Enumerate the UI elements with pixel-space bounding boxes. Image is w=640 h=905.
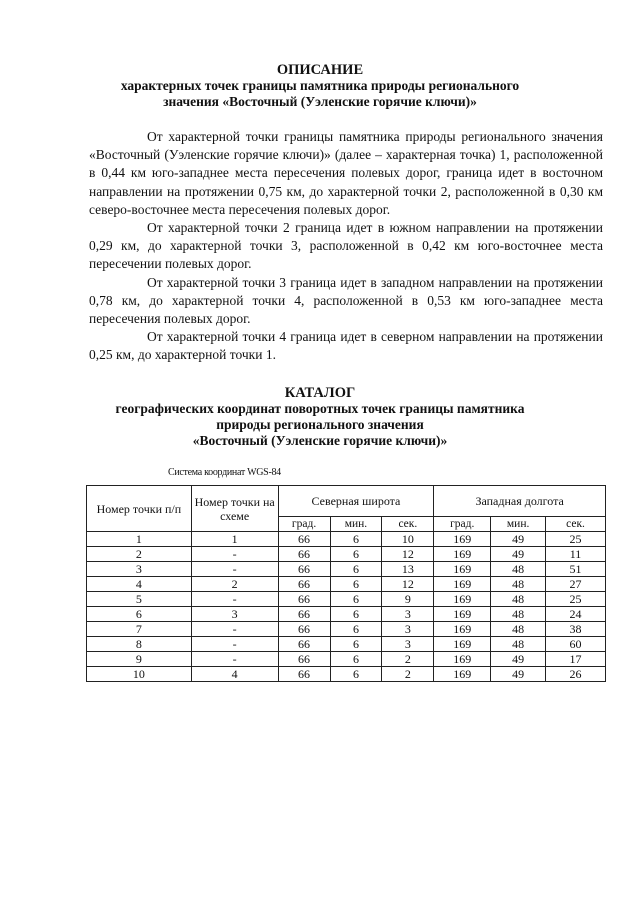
cell-lon-min: 48 <box>491 607 546 622</box>
cell-lon-deg: 169 <box>434 577 491 592</box>
table-row <box>87 547 606 562</box>
cell-point-number: 9 <box>87 652 192 667</box>
cell-point-number: 3 <box>87 562 192 577</box>
description-subtitle-line1: характерных точек границы памятника природы регионального <box>120 78 520 93</box>
cell-scheme-number: - <box>191 592 278 607</box>
cell-lon-deg: 169 <box>434 532 491 547</box>
cell-lon-sec: 11 <box>546 547 606 562</box>
cell-point-number: 5 <box>87 592 192 607</box>
header-lat-min: мин. <box>330 517 382 532</box>
cell-lat-sec: 3 <box>382 607 434 622</box>
cell-lon-deg: 169 <box>434 562 491 577</box>
cell-lon-sec: 24 <box>546 607 606 622</box>
catalog-subtitle-line1: географических координат поворотных точек границы памятника <box>115 401 525 416</box>
catalog-subtitle-line2: природы регионального значения <box>216 417 424 432</box>
coordinate-system-label: Система координат WGS-84 <box>168 467 281 478</box>
cell-lat-min: 6 <box>330 532 382 547</box>
cell-lat-min: 6 <box>330 637 382 652</box>
cell-lon-min: 49 <box>491 652 546 667</box>
cell-lat-min: 6 <box>330 577 382 592</box>
description-title: ОПИСАНИЕ <box>276 62 364 78</box>
cell-lon-min: 49 <box>491 547 546 562</box>
cell-lon-min: 48 <box>491 637 546 652</box>
cell-lat-min: 6 <box>330 607 382 622</box>
cell-lat-deg: 66 <box>278 637 330 652</box>
table-row <box>87 637 606 652</box>
cell-lon-deg: 169 <box>434 652 491 667</box>
catalog-title: КАТАЛОГ <box>284 385 356 401</box>
cell-lon-deg: 169 <box>434 637 491 652</box>
cell-lon-sec: 60 <box>546 637 606 652</box>
header-west-longitude: Западная долгота <box>434 486 606 517</box>
table-row <box>87 622 606 637</box>
cell-lat-sec: 3 <box>382 622 434 637</box>
header-scheme-number: Номер точки на схеме <box>191 486 278 532</box>
header-lon-deg: град. <box>434 517 491 532</box>
description-paragraph: От характерной точки 3 граница идет в западном направлении на протяжении 0,78 км, до характерной точки 4, расположенной в 0,53 км юго-западнее места пересечения полевых дорог. <box>89 274 603 327</box>
header-lat-sec: сек. <box>382 517 434 532</box>
cell-scheme-number: - <box>191 622 278 637</box>
catalog-heading-block <box>60 385 580 449</box>
cell-lon-sec: 17 <box>546 652 606 667</box>
cell-lon-sec: 26 <box>546 667 606 682</box>
cell-lat-min: 6 <box>330 592 382 607</box>
cell-point-number: 4 <box>87 577 192 592</box>
cell-lon-min: 48 <box>491 592 546 607</box>
cell-lat-sec: 2 <box>382 652 434 667</box>
cell-lon-min: 48 <box>491 577 546 592</box>
description-body <box>89 128 603 365</box>
cell-lon-sec: 25 <box>546 592 606 607</box>
cell-lat-min: 6 <box>330 622 382 637</box>
coordinates-table <box>86 485 606 682</box>
cell-lat-sec: 10 <box>382 532 434 547</box>
header-north-latitude: Северная широта <box>278 486 434 517</box>
cell-scheme-number: - <box>191 637 278 652</box>
cell-lon-sec: 27 <box>546 577 606 592</box>
cell-lon-min: 48 <box>491 622 546 637</box>
cell-lon-min: 48 <box>491 562 546 577</box>
cell-point-number: 1 <box>87 532 192 547</box>
table-row <box>87 532 606 547</box>
cell-lat-sec: 2 <box>382 667 434 682</box>
cell-lon-sec: 25 <box>546 532 606 547</box>
table-row <box>87 592 606 607</box>
cell-point-number: 6 <box>87 607 192 622</box>
cell-scheme-number: - <box>191 547 278 562</box>
cell-point-number: 2 <box>87 547 192 562</box>
cell-lat-sec: 9 <box>382 592 434 607</box>
cell-scheme-number: 1 <box>191 532 278 547</box>
cell-lat-deg: 66 <box>278 667 330 682</box>
cell-scheme-number: 3 <box>191 607 278 622</box>
cell-lat-deg: 66 <box>278 547 330 562</box>
catalog-subtitle-line3: «Восточный (Уэленские горячие ключи)» <box>192 433 448 448</box>
table-row <box>87 562 606 577</box>
cell-lat-sec: 12 <box>382 577 434 592</box>
cell-scheme-number: - <box>191 652 278 667</box>
cell-point-number: 8 <box>87 637 192 652</box>
cell-point-number: 10 <box>87 667 192 682</box>
cell-lat-sec: 12 <box>382 547 434 562</box>
cell-scheme-number: - <box>191 562 278 577</box>
table-row <box>87 652 606 667</box>
cell-lat-deg: 66 <box>278 592 330 607</box>
cell-lon-deg: 169 <box>434 547 491 562</box>
cell-lat-min: 6 <box>330 547 382 562</box>
cell-lat-deg: 66 <box>278 607 330 622</box>
cell-lon-min: 49 <box>491 532 546 547</box>
cell-lat-deg: 66 <box>278 652 330 667</box>
description-heading-block <box>60 62 580 110</box>
header-lon-sec: сек. <box>546 517 606 532</box>
description-paragraph: От характерной точки 4 граница идет в северном направлении на протяжении 0,25 км, до характерной точки 1. <box>89 329 603 363</box>
cell-lon-sec: 51 <box>546 562 606 577</box>
table-row <box>87 577 606 592</box>
cell-lat-deg: 66 <box>278 562 330 577</box>
header-lon-min: мин. <box>491 517 546 532</box>
cell-lat-sec: 3 <box>382 637 434 652</box>
table-row <box>87 607 606 622</box>
cell-scheme-number: 2 <box>191 577 278 592</box>
cell-lon-deg: 169 <box>434 622 491 637</box>
description-subtitle-line2: значения «Восточный (Уэленские горячие ключи)» <box>163 94 477 109</box>
table-row <box>87 667 606 682</box>
cell-lon-sec: 38 <box>546 622 606 637</box>
description-paragraph: От характерной точки 2 граница идет в южном направлении на протяжении 0,29 км, до характерной точки 3, расположенной в 0,42 км юго-восточнее места пересечении полевых дорог. <box>89 220 603 272</box>
cell-lat-min: 6 <box>330 562 382 577</box>
cell-lat-sec: 13 <box>382 562 434 577</box>
cell-lon-deg: 169 <box>434 667 491 682</box>
header-point-number: Номер точки п/п <box>87 486 192 532</box>
cell-lon-min: 49 <box>491 667 546 682</box>
cell-lat-min: 6 <box>330 652 382 667</box>
cell-lon-deg: 169 <box>434 592 491 607</box>
header-lat-deg: град. <box>278 517 330 532</box>
description-paragraph: От характерной точки границы памятника природы регионального значения «Восточный (Уэленские горячие ключи)» (далее – характерная точка) 1, расположенной в 0,44 км юго-западнее места пересечения полевых дорог, граница идет в восточном направлении на протяжении 0,75 км, до характерной точки 2, расположенной в 0,30 км северо-восточнее места пересечения полевых дорог. <box>89 129 603 217</box>
cell-lat-deg: 66 <box>278 622 330 637</box>
cell-scheme-number: 4 <box>191 667 278 682</box>
cell-lat-deg: 66 <box>278 532 330 547</box>
cell-lat-deg: 66 <box>278 577 330 592</box>
cell-lat-min: 6 <box>330 667 382 682</box>
cell-point-number: 7 <box>87 622 192 637</box>
cell-lon-deg: 169 <box>434 607 491 622</box>
